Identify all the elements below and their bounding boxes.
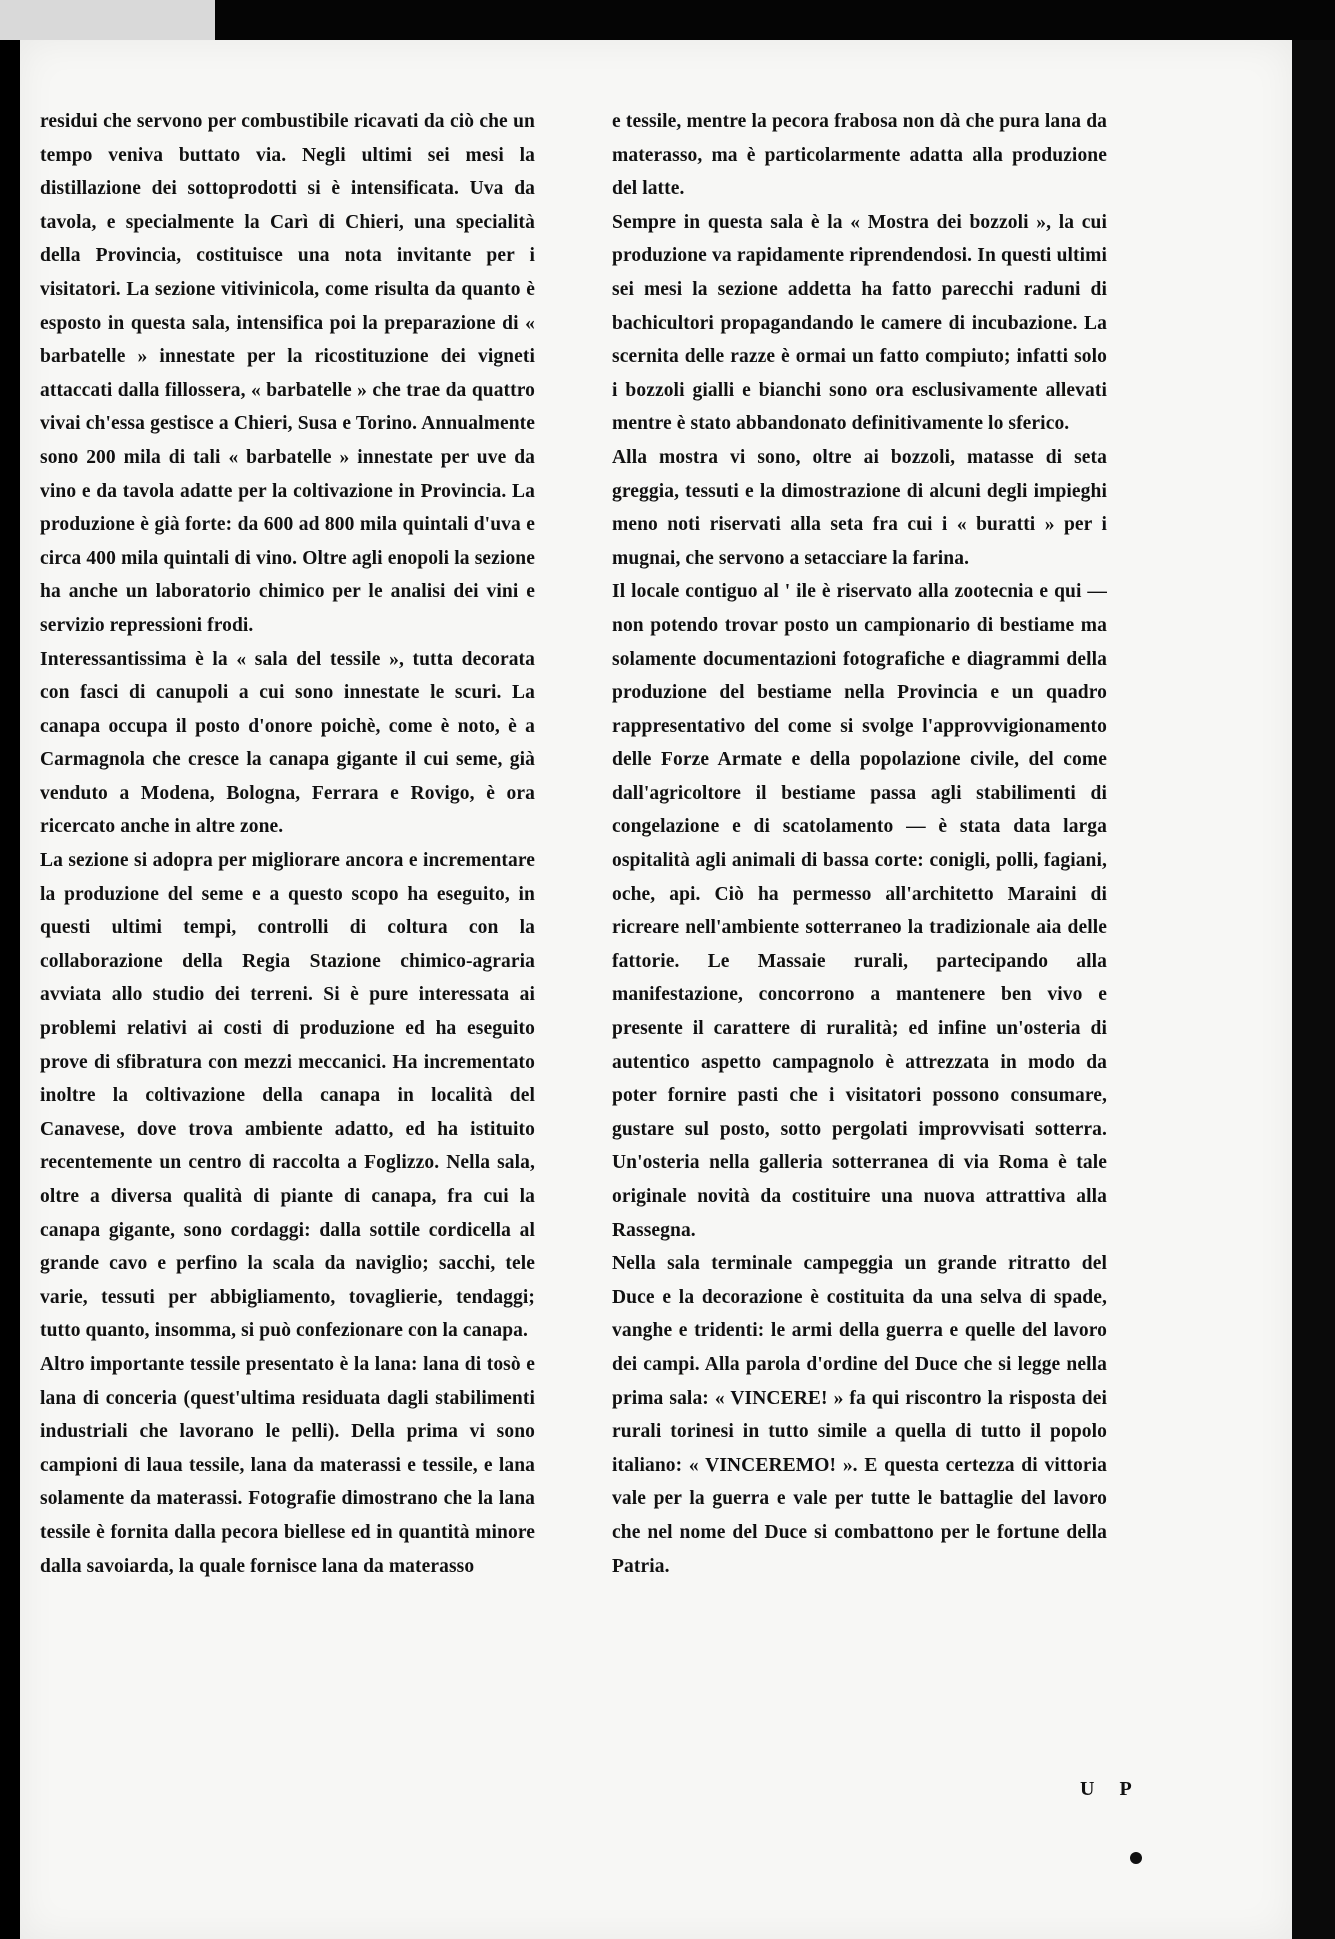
left-text-column xyxy=(40,105,535,1583)
paragraph: La sezione si adopra per migliorare ancora e incrementare la produzione del seme e a questo scopo ha eseguito, in questi ultimi tempi, controlli di coltura con la collaborazione della Regia Stazione chimico-agraria avviata allo studio dei terreni. Si è pure interessata ai problemi relativi ai costi di produzione ed ha eseguito prove di sfibratura con mezzi meccanici. Ha incrementato inoltre la coltivazione della canapa in località del Canavese, dove trova ambiente adatto, ed ha istituito recentemente un centro di raccolta a Foglizzo. Nella sala, oltre a diversa qualità di piante di canapa, fra cui la canapa gigante, sono cordaggi: dalla sottile cordicella al grande cavo e perfino la scala da naviglio; sacchi, tele varie, tessuti per abbigliamento, tovaglierie, tendaggi; tutto quanto, insomma, si può confezionare con la canapa. xyxy=(40,850,535,1342)
paragraph: Nella sala terminale campeggia un grande ritratto del Duce e la decorazione è costituita da una selva di spade, vanghe e tridenti: le armi della guerra e quelle del lavoro dei campi. Alla parola d'ordine del Duce che si legge nella prima sala: « VINCERE! » fa qui riscontro la risposta dei rurali torinesi in tutto simile a quella di tutto il popolo italiano: « VINCEREMO! ». E questa certezza di vittoria vale per la guerra e vale per tutte le battaglie del lavoro che nel nome del Duce si combattono per le fortune della Patria. xyxy=(612,1253,1107,1577)
paragraph: Alla mostra vi sono, oltre ai bozzoli, matasse di seta greggia, tessuti e la dimostrazione di alcuni degli impieghi meno noti riservati alla seta fra cui i « buratti » per i mugnai, che servono a setacciare la farina. xyxy=(612,446,1107,569)
scan-top-border xyxy=(215,0,1335,40)
paragraph: e tessile, mentre la pecora frabosa non dà che pura lana da materasso, ma è particolarmente adatta alla produzione del latte. xyxy=(612,111,1107,200)
paragraph: Sempre in questa sala è la « Mostra dei bozzoli », la cui produzione va rapidamente riprendendosi. In questi ultimi sei mesi la sezione addetta ha fatto parecchi raduni di bachicultori propagandando le camere di incubazione. La scernita delle razze è ormai un fatto compiuto; infatti solo i bozzoli gialli e bianchi sono ora esclusivamente allevati mentre è stato abbandonato definitivamente lo sferico. xyxy=(612,211,1107,435)
end-mark: U P xyxy=(1080,1778,1142,1800)
paragraph: Altro importante tessile presentato è la lana: lana di tosò e lana di conceria (quest'ultima residuata dagli stabilimenti industriali che lavorano le pelli). Della prima vi sono campioni di laua tessile, lana da materassi e tessile, e lana solamente da materassi. Fotografie dimostrano che la lana tessile è fornita dalla pecora biellese ed in quantità minore dalla savoiarda, la quale fornisce lana da materasso xyxy=(40,1353,535,1577)
paragraph: residui che servono per combustibile ricavati da ciò che un tempo veniva buttato via. Negli ultimi sei mesi la distillazione dei sottoprodotti si è intensificata. Uva da tavola, e specialmente la Carì di Chieri, una specialità della Provincia, costituisce una nota invitante per i visitatori. La sezione vitivinicola, come risulta da quanto è esposto in questa sala, intensifica poi la preparazione di « barbatelle » innestate per la ricostituzione dei vigneti attaccati dalla fillossera, « barbatelle » che trae da quattro vivai ch'essa gestisce a Chieri, Susa e Torino. Annualmente sono 200 mila di tali « barbatelle » innestate per uve da vino e da tavola adatte per la coltivazione in Provincia. La produzione è già forte: da 600 ad 800 mila quintali d'uva e circa 400 mila quintali di vino. Oltre agli enopoli la sezione ha anche un laboratorio chimico per le analisi dei vini e servizio repressioni frodi. xyxy=(40,111,535,636)
paragraph: Il locale contiguo al ' ile è riservato alla zootecnia e qui — non potendo trovar posto un campionario di bestiame ma solamente documentazioni fotografiche e diagrammi della produzione del bestiame nella Provincia e un quadro rappresentativo del come si svolge l'approvvigionamento delle Forze Armate e della popolazione civile, del come dall'agricoltore il bestiame passa agli stabilimenti di congelazione e di scatolamento — è stata data larga ospitalità agli animali di bassa corte: conigli, polli, fagiani, oche, api. Ciò ha permesso all'architetto Maraini di ricreare nell'ambiente sotterraneo la tradizionale aia delle fattorie. Le Massaie rurali, partecipando alla manifestazione, concorrono a mantenere ben vivo e presente il carattere di ruralità; ed infine un'osteria di autentico aspetto campagnolo è attrezzata in modo da poter fornire pasti che i visitatori possono consumare, gustare sul posto, sotto pergolati improvvisati sotterra. Un'osteria nella galleria sotterranea di via Roma è tale originale novità da costituire una nuova attrattiva alla Rassegna. xyxy=(612,581,1107,1241)
paragraph: Interessantissima è la « sala del tessile », tutta decorata con fasci di canupoli a cui sono innestate le scuri. La canapa occupa il posto d'onore poichè, come è noto, è a Carmagnola che cresce la canapa gigante il cui seme, già venduto a Modena, Bologna, Ferrara e Rovigo, è ora ricercato anche in altre zone. xyxy=(40,648,535,838)
bullet-icon xyxy=(1130,1852,1142,1864)
right-text-column xyxy=(612,105,1107,1583)
scan-corner xyxy=(0,0,215,40)
scan-right-border xyxy=(1292,40,1335,1939)
